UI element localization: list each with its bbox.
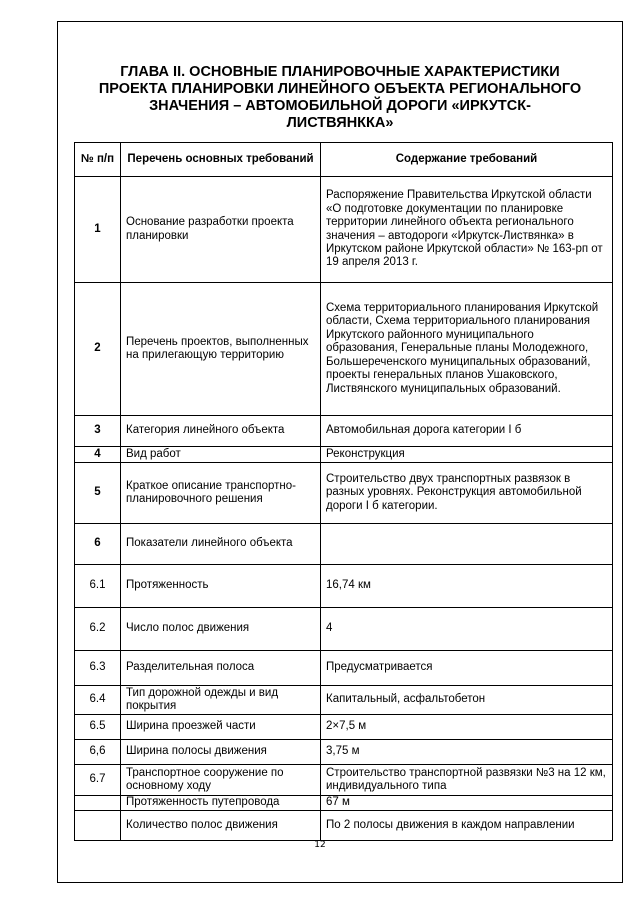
row-content: Предусматривается xyxy=(321,651,613,686)
row-num: 6.5 xyxy=(75,715,121,740)
row-content: По 2 полосы движения в каждом направлении xyxy=(321,811,613,841)
header-content: Содержание требований xyxy=(321,143,613,177)
table-row xyxy=(75,416,613,447)
requirements-table xyxy=(74,142,613,841)
title-line-3: ЗНАЧЕНИЯ – АВТОМОБИЛЬНОЙ ДОРОГИ «ИРКУТСК- xyxy=(149,98,531,114)
row-num: 6.4 xyxy=(75,686,121,715)
row-num: 3 xyxy=(75,416,121,447)
table-row xyxy=(75,463,613,524)
row-content: Автомобильная дорога категории I б xyxy=(321,416,613,447)
row-num: 6.7 xyxy=(75,765,121,796)
row-num: 6.2 xyxy=(75,608,121,651)
row-content: Строительство транспортной развязки №3 на 12 км, индивидуального типа xyxy=(321,765,613,796)
table-row xyxy=(75,283,613,416)
table-row xyxy=(75,565,613,608)
row-num: 4 xyxy=(75,447,121,463)
row-num: 1 xyxy=(75,177,121,283)
row-requirement: Ширина проезжей части xyxy=(121,715,321,740)
table-row xyxy=(75,651,613,686)
table-row xyxy=(75,811,613,841)
row-requirement: Количество полос движения xyxy=(121,811,321,841)
row-content: Реконструкция xyxy=(321,447,613,463)
table-row xyxy=(75,177,613,283)
row-content: 16,74 км xyxy=(321,565,613,608)
title-line-1: ГЛАВА II. ОСНОВНЫЕ ПЛАНИРОВОЧНЫЕ ХАРАКТЕРИСТИКИ xyxy=(120,64,560,80)
row-requirement: Разделительная полоса xyxy=(121,651,321,686)
header-row xyxy=(75,143,613,177)
row-requirement: Основание разработки проекта планировки xyxy=(121,177,321,283)
table-row xyxy=(75,715,613,740)
table-row xyxy=(75,765,613,796)
table-row xyxy=(75,796,613,811)
chapter-title xyxy=(60,64,620,132)
table-row xyxy=(75,740,613,765)
row-content xyxy=(321,524,613,565)
row-content: Строительство двух транспортных развязок в разных уровнях. Реконструкция автомобильной дороги I б категории. xyxy=(321,463,613,524)
table-row xyxy=(75,447,613,463)
row-num: 6,6 xyxy=(75,740,121,765)
row-content: Схема территориального планирования Иркутской области, Схема территориального планирования Иркутского районного муниципального образования, Генеральные планы Молодежного, Большереченского муниципальных образований, проекты генеральных планов Ушаковского, Листвянского муниципальных образований. xyxy=(321,283,613,416)
row-num: 6.1 xyxy=(75,565,121,608)
row-content: Капитальный, асфальтобетон xyxy=(321,686,613,715)
row-requirement: Транспортное сооружение по основному ходу xyxy=(121,765,321,796)
page-number: 12 xyxy=(314,840,326,850)
row-requirement: Перечень проектов, выполненных на прилегающую территорию xyxy=(121,283,321,416)
row-requirement: Вид работ xyxy=(121,447,321,463)
row-num xyxy=(75,796,121,811)
header-requirement: Перечень основных требований xyxy=(121,143,321,177)
row-num: 2 xyxy=(75,283,121,416)
row-content: 4 xyxy=(321,608,613,651)
title-line-4: ЛИСТВЯНККА» xyxy=(286,115,394,131)
row-num: 5 xyxy=(75,463,121,524)
row-requirement: Число полос движения xyxy=(121,608,321,651)
row-content: 67 м xyxy=(321,796,613,811)
row-num: 6 xyxy=(75,524,121,565)
row-requirement: Краткое описание транспортно-планировочного решения xyxy=(121,463,321,524)
row-content: 2×7,5 м xyxy=(321,715,613,740)
row-requirement: Протяженность путепровода xyxy=(121,796,321,811)
row-requirement: Ширина полосы движения xyxy=(121,740,321,765)
row-content: 3,75 м xyxy=(321,740,613,765)
table-row xyxy=(75,686,613,715)
row-requirement: Тип дорожной одежды и вид покрытия xyxy=(121,686,321,715)
table-row xyxy=(75,524,613,565)
row-num: 6.3 xyxy=(75,651,121,686)
row-content: Распоряжение Правительства Иркутской области «О подготовке документации по планировке территории линейного объекта регионального значения – автодороги «Иркутск-Листвянка» в Иркутском районе Иркутской области» № 163-рп от 19 апреля 2013 г. xyxy=(321,177,613,283)
row-requirement: Протяженность xyxy=(121,565,321,608)
header-num: № п/п xyxy=(75,143,121,177)
row-num xyxy=(75,811,121,841)
title-line-2: ПРОЕКТА ПЛАНИРОВКИ ЛИНЕЙНОГО ОБЪЕКТА РЕГИОНАЛЬНОГО xyxy=(98,81,582,97)
row-requirement: Категория линейного объекта xyxy=(121,416,321,447)
row-requirement: Показатели линейного объекта xyxy=(121,524,321,565)
table-row xyxy=(75,608,613,651)
